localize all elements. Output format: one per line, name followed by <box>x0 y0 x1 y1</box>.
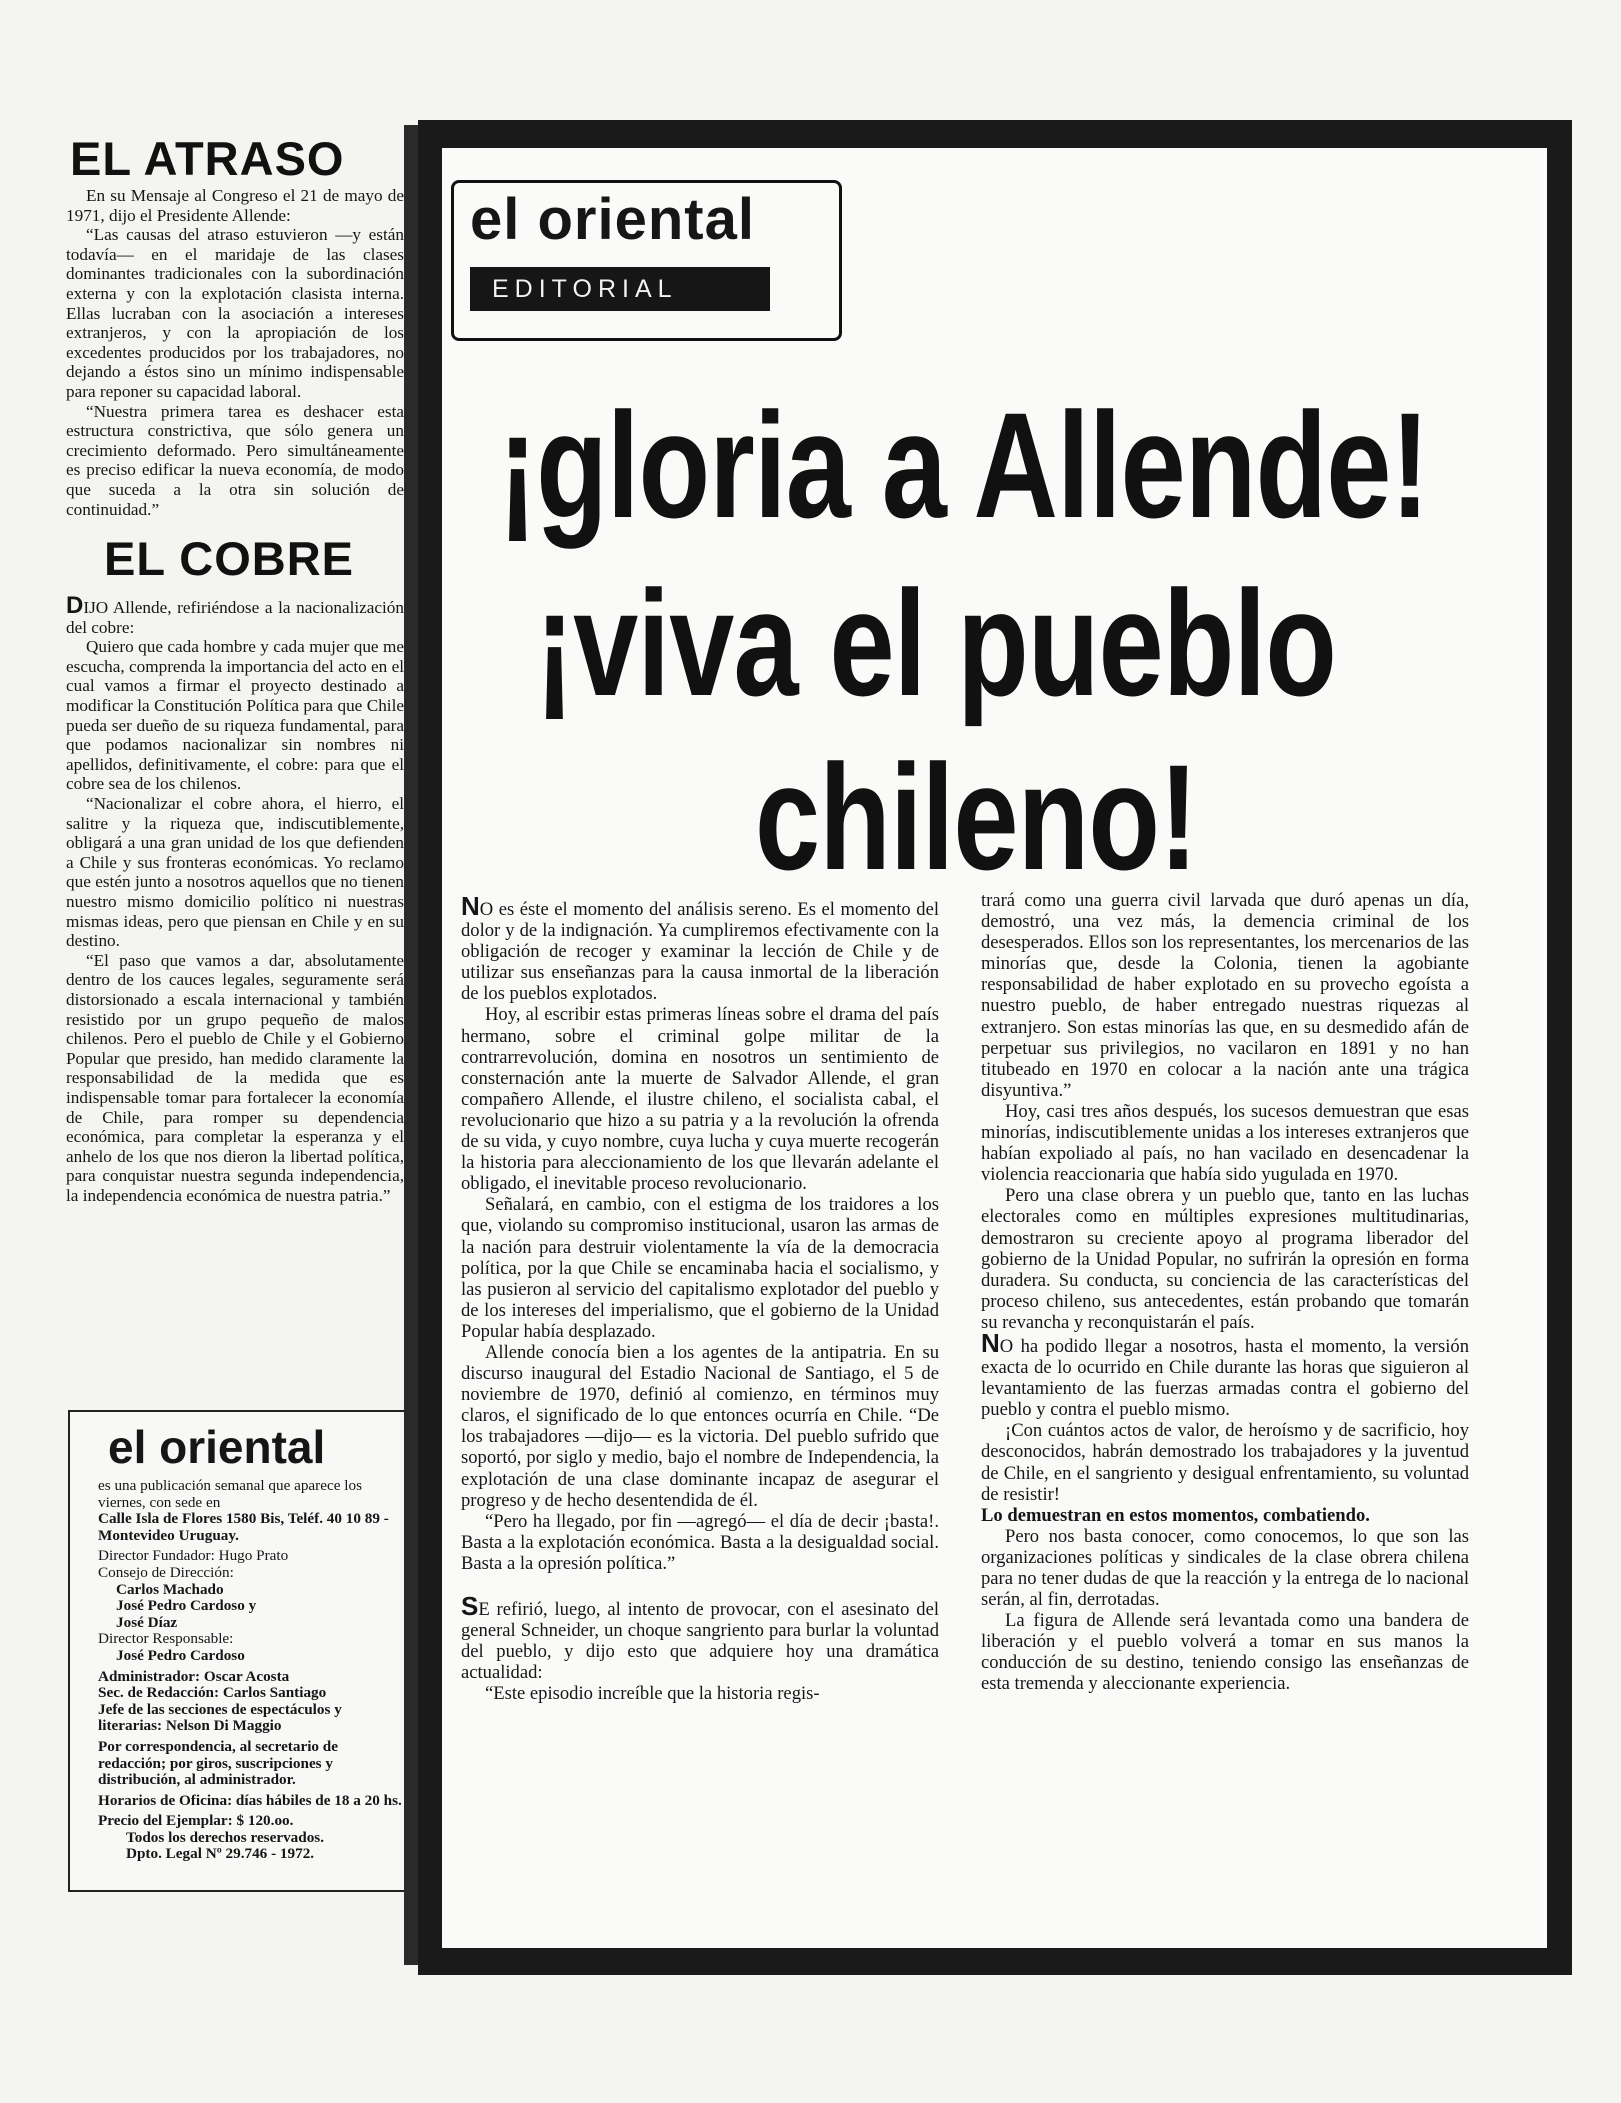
editorial-emphasis: Lo demuestran en estos momentos, combatiendo. <box>981 1504 1370 1526</box>
editorial-paragraph: “Este episodio increíble que la historia regis- <box>485 1683 820 1705</box>
headline-line-1: ¡gloria a Allende! <box>498 381 1429 549</box>
masthead-line: José Pedro Cardoso <box>116 1646 245 1664</box>
section-label: EDITORIAL <box>470 267 770 311</box>
dropcap: N <box>461 891 480 921</box>
editorial-paragraph: Hoy, al escribir estas primeras líneas sobre el drama del país hermano, sobre el criminal golpe militar de la contrarrevolución, domina en nosotros un sentimiento de consternación ante la muerte de Salvador Allende, el gran compañero Allende, el ilustre chileno, el socialista cabal, el revolucionario que hizo a su patria y a la revolución la ofrenda de su vida, y cuyo nombre, cuya lucha y cuya muerte recogerán la historia para aleccionamiento de los que llevarán adelante el obligado, el inevitable proceso revolucionario. <box>461 1004 939 1195</box>
masthead-line: Director Fundador: Hugo Prato <box>98 1547 289 1565</box>
masthead-line: Director Responsable: <box>98 1630 234 1648</box>
masthead-line: Calle Isla de Flores 1580 Bis, Teléf. 40 10 89 - Montevideo Uruguay. <box>98 1510 389 1544</box>
masthead-line: Precio del Ejemplar: $ 120.oo. <box>98 1812 294 1830</box>
headline-line-3: chileno! <box>755 733 1198 901</box>
editorial-logo-box <box>451 180 842 341</box>
column-divider <box>404 125 418 1965</box>
cobre-heading: EL COBRE <box>104 532 354 586</box>
editorial-paragraph: Allende conocía bien a los agentes de la antipatria. En su discurso inaugural del Estadio Nacional de Santiago, el 5 de noviembre de 1970, definió al comienzo, en términos muy claros, el significado de lo que entonces ocurría en Chile. “De los trabajadores —dijo— es la victoria. Del pueblo sufrido que soportó, por siglo y medio, bajo el nombre de Independencia, la explotación de una clase dominante incapaz de asegurar el progreso y de hecho desentendida de él. <box>461 1341 939 1511</box>
masthead-line: Todos los derechos reservados. <box>126 1828 325 1846</box>
editorial-paragraph: “Pero ha llegado, por fin —agregó— el día de decir ¡basta!. Basta a la explotación económica. Basta a la desigualdad social. Basta a la opresión política.” <box>461 1510 939 1574</box>
masthead-box <box>68 1410 412 1892</box>
masthead-line: Administrador: Oscar Acosta <box>98 1667 290 1685</box>
editorial-paragraph: trará como una guerra civil larvada que duró apenas un día, demostró, una vez más, la demencia criminal de los desesperados. Ellos son los representantes, los mercenarios de las minorías que, desde la Colonia, tienen la agobiante responsabilidad de haber explotado en su provecho egoísta a nuestro pueblo, de haber entregado nuestras riquezas al extranjero. Son estas minorías las que, en su desmedido afán de perpetuar sus privilegios, no vacilaron en 1891 y no han titubeado en 1970 en colocar a la nación ante una trágica disyuntiva.” <box>981 890 1469 1101</box>
atraso-paragraph: “Nuestra primera tarea es deshacer esta estructura constrictiva, que sólo genera un crecimiento deformado. Pero simultáneamente es preciso edificar la nueva economía, de modo que suceda a la otra sin solución de continuidad.” <box>66 401 404 519</box>
masthead-line: José Pedro Cardoso y <box>116 1597 257 1615</box>
dropcap: N <box>981 1327 1000 1358</box>
editorial-paragraph: Hoy, casi tres años después, los sucesos demuestran que esas minorías, indiscutiblemente unidas a los intereses extranjeros que habían expoliado al país, no han vacilado en desencadenar la violencia reaccionaria que había sido yugulada en 1970. <box>981 1100 1469 1186</box>
left-column <box>66 132 404 1206</box>
editorial-column-b <box>981 890 1469 1695</box>
atraso-paragraph: En su Mensaje al Congreso el 21 de mayo de 1971, dijo el Presidente Allende: <box>66 186 404 225</box>
headline-line-2: ¡viva el pueblo <box>535 559 1337 727</box>
cobre-first-text: IJO Allende, refiriéndose a la nacionalización del cobre: <box>66 598 404 637</box>
cobre-paragraph: Quiero que cada hombre y cada mujer que me escucha, comprenda la importancia del acto en el cual vamos a firmar el proyecto destinado a modificar la Constitución Política para que Chile pueda ser dueño de su riqueza fundamental, para que podamos nacionalizar sin nombres ni apellidos, definitivamente, el cobre: para que el cobre sea de los chilenos. <box>66 637 404 794</box>
masthead-line: Jefe de las secciones de espectáculos y literarias: Nelson Di Maggio <box>98 1700 342 1735</box>
masthead-line: Sec. de Redacción: Carlos Santiago <box>98 1684 327 1702</box>
dropcap: S <box>461 1591 479 1621</box>
editorial-section-paragraph <box>461 1591 939 1684</box>
editorial-first-paragraph <box>461 891 939 1005</box>
masthead-line: Dpto. Legal Nº 29.746 - 1972. <box>126 1845 315 1863</box>
editorial-paragraph: ¡Con cuántos actos de valor, de heroísmo y de sacrificio, hoy desconocidos, habrán demostrado los trabajadores y la juventud de Chile, en el sangriento y desigual enfrentamiento, su voluntad de resistir! <box>981 1420 1469 1505</box>
editorial-paragraph: La figura de Allende será levantada como una bandera de liberación y el pueblo volverá a tomar en sus manos la conducción de su destino, teniendo consigo las enseñanzas de esta tremenda y aleccionante experiencia. <box>981 1610 1469 1695</box>
cobre-first-paragraph <box>66 592 404 637</box>
cobre-body <box>66 592 404 1205</box>
masthead-line: es una publicación semanal que aparece los viernes, con sede en <box>98 1477 362 1511</box>
atraso-paragraph: “Las causas del atraso estuvieron —y están todavía— en el maridaje de las clases dominantes tradicionales con la subordinación externa y con la explotación clasista interna. Ellas lucraban con la asociación a intereses extranjeros, y con la apropiación de los excedentes producidos por los trabajadores, no dejando a éstos sino un mínimo indispensable para reponer su capacidad laboral. <box>66 225 404 401</box>
editorial-paragraph: Pero una clase obrera y un pueblo que, tanto en las luchas electorales como en múltiples expresiones multitudinarias, demostraron su creciente apoyo al programa liberador del gobierno de la Unidad Popular, no sufrirán la opresión en forma duradera. Su conducta, su conciencia de las características del proceso chileno, sus antecedentes, están probando que tomarán su revancha y reconquistarán el país. <box>981 1185 1469 1333</box>
cobre-paragraph: “El paso que vamos a dar, absolutamente dentro de los cauces legales, seguramente será distorsionado a escala internacional y también resistido por un grupo pequeño de malos chilenos. Pero el pueblo de Chile y el Gobierno Popular que presido, han medido claramente la responsabilidad de la medida que es indispensable tomar para fortalecer la economía de Chile, para romper su dependencia económica, para completar la esperanza y el anhelo de los que nos dieron la libertad política, para conquistar nuestra segunda independencia, la independencia económica de nuestra patria.” <box>66 950 404 1205</box>
masthead-line: Consejo de Dirección: <box>98 1563 234 1581</box>
masthead-line: José Díaz <box>116 1613 178 1631</box>
masthead-info <box>70 1470 410 1863</box>
editorial-paragraph: Pero nos basta conocer, como conocemos, lo que son las organizaciones políticas y sindicales de la clase obrera chilena para no tener dudas de que la reacción y la entrega de lo nacional serán, al fin, derrotadas. <box>981 1525 1469 1611</box>
atraso-body <box>66 186 404 519</box>
editorial-paragraph: Señalará, en cambio, con el estigma de los traidores a los que, violando su compromiso institucional, usaron las armas de la nación para destruir violentamente la vía de la democracia política, por la que Chile se encaminaba hacia el socialismo, y las pusieron al servicio del capitalismo explotador del pueblo y de los intereses del imperialismo, que el gobierno de la Unidad Popular había desplazado. <box>461 1194 939 1342</box>
editorial-first-text: O es éste el momento del análisis sereno. Es el momento del dolor y de la indignación. Ya cumpliremos efectivamente con la obligación de recoger y examinar la lección de Chile y de utilizar sus enseñanzas para la causa inmortal de la liberación de los pueblos explotados. <box>461 899 939 1005</box>
editorial-section-paragraph <box>981 1327 1469 1421</box>
masthead-logo: el oriental <box>108 1421 326 1473</box>
editorial-section-text: E refirió, luego, al intento de provocar, con el asesinato del general Schneider, un choque sangriento para burlar la voluntad del pueblo, y dijo esto que adquiere hoy una dramática actualidad: <box>461 1599 939 1684</box>
masthead-line: Por correspondencia, al secretario de redacción; por giros, suscripciones y distribución, al administrador. <box>98 1737 338 1789</box>
editorial-section-text: O ha podido llegar a nosotros, hasta el momento, la versión exacta de lo ocurrido en Chile durante las horas que siguieron al levantamiento de las fuerzas armadas contra el gobierno del pueblo y contra el pueblo mismo. <box>981 1335 1469 1421</box>
cobre-paragraph: “Nacionalizar el cobre ahora, el hierro, el salitre y la riqueza que, indiscutiblemente, obligará a una gran unidad de los que defienden a Chile y sus fronteras económicas. Yo reclamo que estén junto a nosotros aquellos que no tienen nuestro mismo domicilio político ni nuestras mismas ideas, pero que piensan en Chile y en su destino. <box>66 794 404 951</box>
editorial-logo: el oriental <box>470 187 755 252</box>
masthead-line: Carlos Machado <box>116 1580 224 1598</box>
dropcap: D <box>66 592 84 620</box>
masthead-line: Horarios de Oficina: días hábiles de 18 a 20 hs. <box>98 1791 402 1809</box>
atraso-heading: EL ATRASO <box>70 132 345 185</box>
editorial-column-a <box>461 891 939 1705</box>
